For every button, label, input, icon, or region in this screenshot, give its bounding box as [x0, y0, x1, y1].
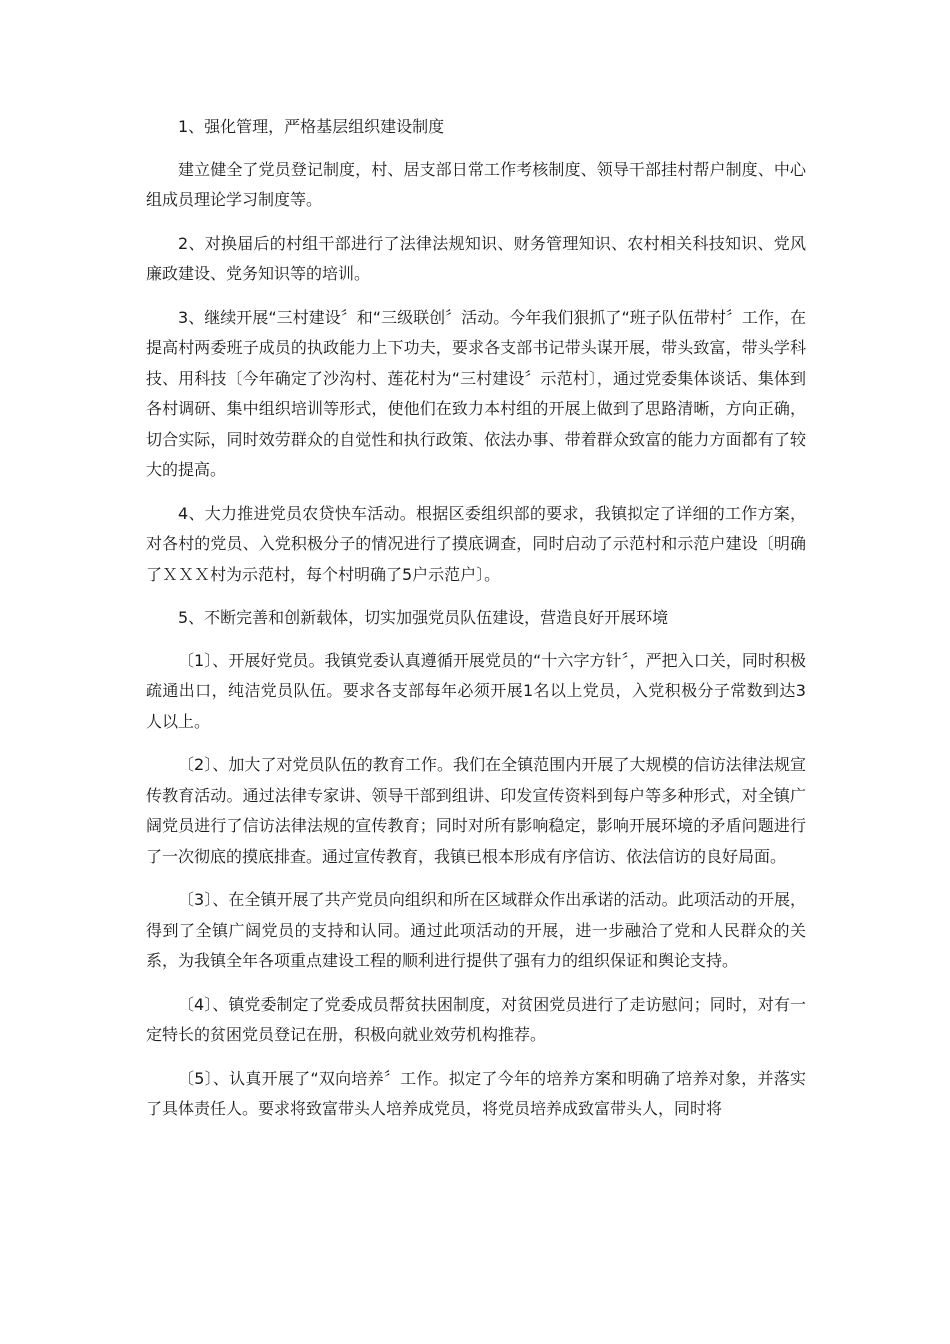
document-body — [146, 112, 806, 1138]
paragraph-item-1: 〔1〕、开展好党员。我镇党委认真遵循开展党员的“十六字方针〞，严把入口关，同时积极疏通出口，纯洁党员队伍。要求各支部每年必须开展1名以上党员，入党积极分子常数到达3人以上。 — [146, 650, 806, 731]
section-heading-1: 1、强化管理，严格基层组织建设制度 — [178, 117, 445, 136]
paragraph-item-5: 〔5〕、认真开展了“双向培养〞工作。拟定了今年的培养方案和明确了培养对象，并落实了具体责任人。要求将致富带头人培养成党员，将党员培养成致富带头人，同时将 — [146, 1068, 806, 1118]
paragraph-rural-loan: 4、大力推进党员农贷快车活动。根据区委组织部的要求，我镇拟定了详细的工作方案，对各村的党员、入党积极分子的情况进行了摸底调查，同时启动了示范村和示范户建设〔明确了ＸＸＸ村为示范村，每个村明确了5户示范户〕。 — [146, 503, 806, 584]
paragraph-registration-system: 建立健全了党员登记制度，村、居支部日常工作考核制度、领导干部挂村帮户制度、中心组成员理论学习制度等。 — [146, 159, 806, 209]
paragraph-item-4: 〔4〕、镇党委制定了党委成员帮贫扶困制度，对贫困党员进行了走访慰问；同时，对有一定特长的贫困党员登记在册，积极向就业效劳机构推荐。 — [146, 994, 806, 1044]
paragraph-item-2: 〔2〕、加大了对党员队伍的教育工作。我们在全镇范围内开展了大规模的信访法律法规宣传教育活动。通过法律专家讲、领导干部到组讲、印发宣传资料到每户等多种形式，对全镇广阔党员进行了信访法律法规的宣传教育；同时对所有影响稳定，影响开展环境的矛盾问题进行了一次彻底的摸底排查。通过宣传教育，我镇已根本形成有序信访、依法信访的良好局面。 — [146, 755, 806, 866]
paragraph-item-3: 〔3〕、在全镇开展了共产党员向组织和所在区域群众作出承诺的活动。此项活动的开展，得到了全镇广阔党员的支持和认同。通过此项活动的开展，进一步融洽了党和人民群众的关系，为我镇全年各项重点建设工程的顺利进行提供了强有力的组织保证和舆论支持。 — [146, 890, 806, 970]
paragraph-three-village-building: 3、继续开展“三村建设〞和“三级联创〞活动。今年我们狠抓了“班子队伍带村〞工作，在提高村两委班子成员的执政能力上下功夫，要求各支部书记带头谋开展，带头致富，带头学科技、用科技〔今年确定了沙沟村、莲花村为“三村建设〞示范村〕，通过党委集体谈话、集体到各村调研、集中组织培训等形式，使他们在致力本村组的开展上做到了思路清晰，方向正确，切合实际，同时效劳群众的自觉性和执行政策、依法办事、带着群众致富的能力方面都有了较大的提高。 — [146, 307, 806, 479]
section-heading-5: 5、不断完善和创新载体，切实加强党员队伍建设，营造良好开展环境 — [178, 608, 669, 627]
paragraph-training: 2、对换届后的村组干部进行了法律法规知识、财务管理知识、农村相关科技知识、党风廉政建设、党务知识等的培训。 — [146, 233, 806, 283]
